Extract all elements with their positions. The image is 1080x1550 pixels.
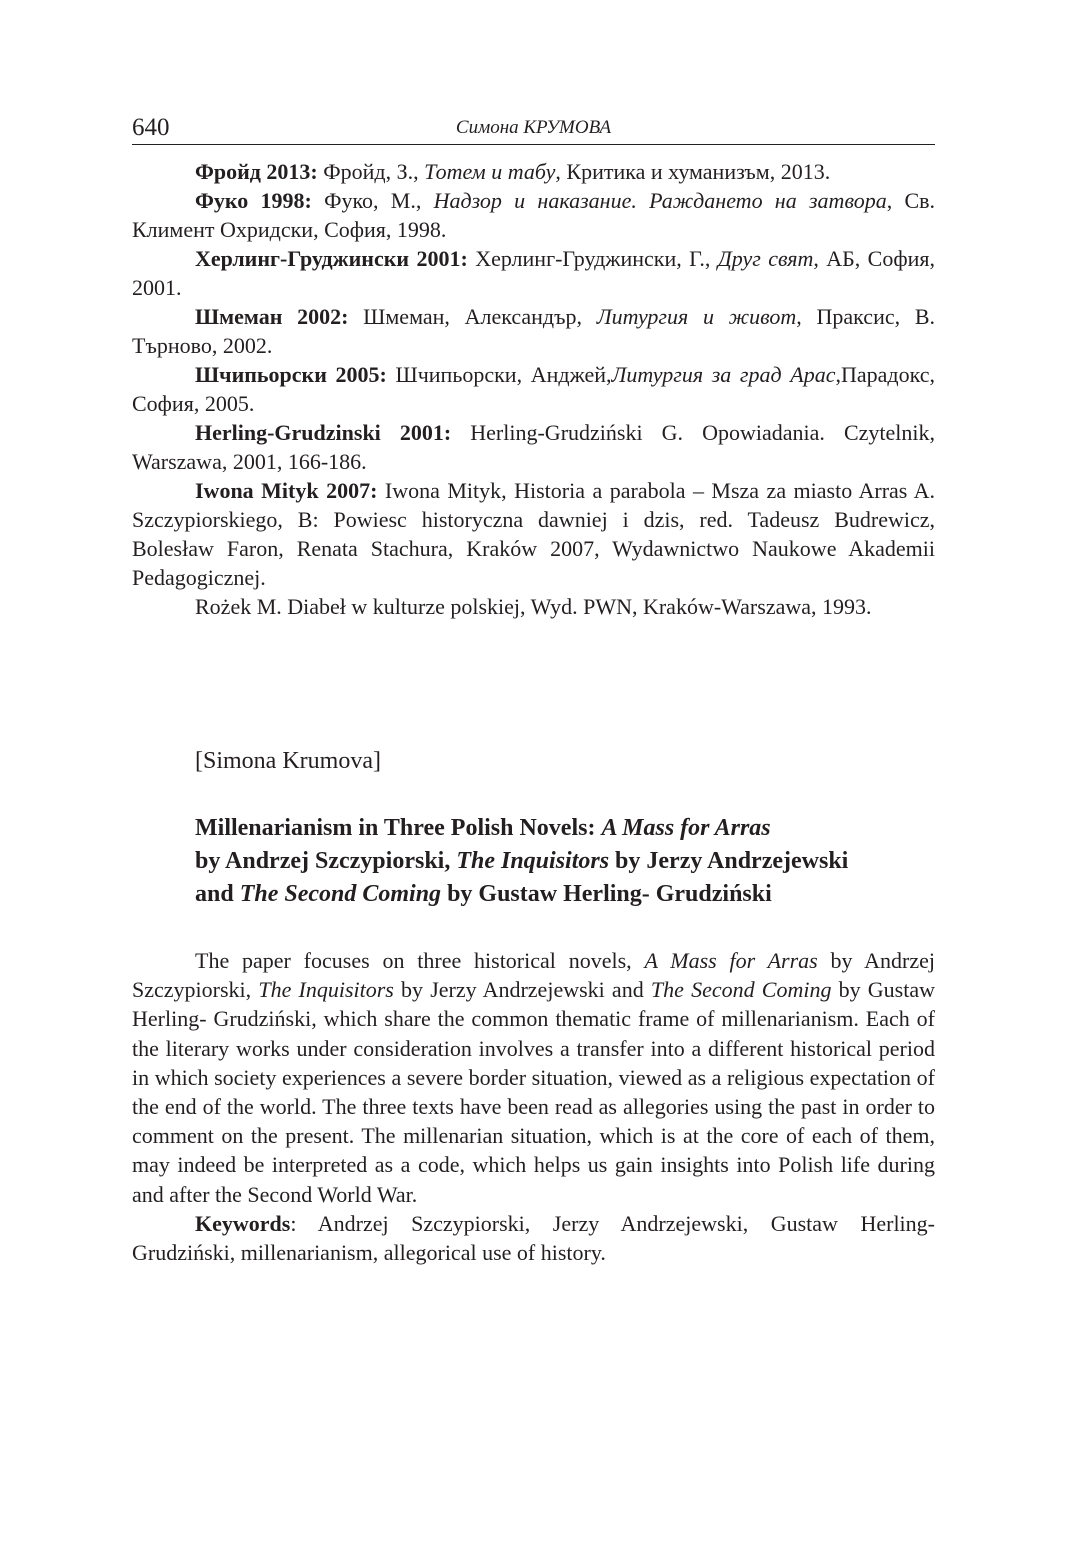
- reference-text: , Праксис, В. Търново, 2002.: [132, 304, 935, 358]
- page-header: [132, 110, 935, 145]
- reference-entry: [132, 302, 935, 360]
- abstract-text: by Andrzej Szczypiorski,: [132, 948, 935, 1003]
- reference-entry: [132, 244, 935, 302]
- abstract-text: The paper focuses on three historical novels,: [195, 948, 645, 973]
- reference-text: , Критика и хуманизъм, 2013.: [555, 159, 831, 184]
- abstract-text: by Jerzy Andrzejewski and: [393, 977, 651, 1003]
- reference-key: Херлинг-Груджински 2001:: [195, 246, 468, 271]
- reference-entry: [132, 418, 935, 476]
- reference-title: Друг свят: [717, 246, 814, 271]
- reference-key: Шмеман 2002:: [195, 304, 349, 329]
- abstract-work-title: The Inquisitors: [258, 977, 394, 1003]
- summary-title: [132, 812, 935, 911]
- title-line: [195, 812, 935, 845]
- abstract-text: by Gustaw Herling- Grudziński, which share the common thematic frame of millenarianism. Each of the literary works under consideration involves a transfer into a different historical period in which society experiences a severe border situation, viewed as a religious expectation of the end of the world. The three texts have been read as allegories using the past in order to comment on the present. The millenarian situation, which is at the core of each of them, may indeed be interpreted as a code, which helps us gain insights into Polish life during and after the Second World War.: [132, 977, 936, 1207]
- reference-text: Rożek M. Diabeł w kulturze polskiej, Wyd. PWN, Kraków-Warszawa, 1993.: [195, 594, 872, 619]
- reference-key: Iwona Mityk 2007:: [195, 478, 378, 503]
- reference-text: ,Парадокс, София, 2005.: [132, 362, 935, 416]
- reference-text: , Св. Климент Охридски, София, 1998.: [132, 188, 936, 242]
- title-line: [195, 878, 935, 911]
- title-text: by Gustaw Herling- Grudziński: [441, 881, 772, 907]
- reference-text: Херлинг-Груджински, Г.,: [467, 246, 718, 271]
- reference-entry: [132, 360, 935, 418]
- english-summary: [132, 745, 935, 1267]
- reference-text: , АБ, София, 2001.: [132, 246, 935, 300]
- keywords-text: : Andrzej Szczypiorski, Jerzy Andrzejewski, Gustaw Herling-Grudziński, millenarianism, allegorical use of history.: [132, 1210, 935, 1266]
- reference-text: Herling-Grudziński G. Opowiadania. Czytelnik, Warszawa, 2001, 166-186.: [132, 420, 936, 474]
- reference-entry: [132, 157, 935, 186]
- title-text: by Jerzy Andrzejewski: [609, 848, 849, 874]
- page-number: 640: [132, 114, 170, 141]
- title-line: [195, 845, 935, 878]
- reference-key: Herling-Grudzinski 2001:: [195, 420, 452, 445]
- title-work: The Second Coming: [239, 881, 442, 907]
- reference-title: Литургия и живот: [596, 304, 797, 329]
- reference-key: Фройд 2013:: [195, 159, 318, 184]
- abstract-work-title: The Second Coming: [650, 977, 832, 1003]
- reference-key: Фуко 1998:: [195, 188, 312, 213]
- reference-title: Надзор и наказание. Раждането на затвора: [433, 188, 887, 213]
- summary-author: [Simona Krumova]: [195, 748, 381, 774]
- abstract-work-title: A Mass for Arras: [644, 948, 818, 973]
- running-head: Симона КРУМОВА: [455, 117, 612, 138]
- reference-text: Шмеман, Александър,: [348, 304, 597, 329]
- reference-text: Фуко, М.,: [311, 188, 434, 213]
- keywords-paragraph: [132, 1209, 935, 1267]
- reference-title: Тотем и табу: [424, 159, 556, 184]
- title-text: by Andrzej Szczypiorski,: [195, 848, 457, 874]
- title-work: The Inquisitors: [456, 848, 610, 874]
- title-text: and: [195, 881, 240, 907]
- title-work: A Mass for Arras: [601, 815, 771, 841]
- reference-entry: [132, 186, 935, 244]
- abstract-paragraph: [132, 946, 935, 1209]
- reference-title: Литургия за град Арас: [611, 362, 836, 387]
- reference-text: Шчипьорски, Анджей,: [386, 362, 612, 387]
- reference-text: Iwona Mityk, Historia a parabola – Msza za miasto Arras A. Szczypiorskiego, B: Powiesc historyczna dawniej i dzis, red. Tadeusz Budrewicz, Bolesław Faron, Renata Stachura, Kraków 2007, Wydawnictwo Naukowe Akademii Pedagogicznej.: [132, 478, 936, 590]
- reference-entry: [132, 476, 935, 592]
- reference-entry: [132, 592, 935, 621]
- reference-key: Шчипьорски 2005:: [195, 362, 387, 387]
- references-list: [132, 157, 935, 621]
- reference-text: Фройд, З.,: [317, 159, 425, 184]
- keywords-label: Keywords: [195, 1210, 291, 1236]
- title-text: Millenarianism in Three Polish Novels:: [195, 815, 602, 841]
